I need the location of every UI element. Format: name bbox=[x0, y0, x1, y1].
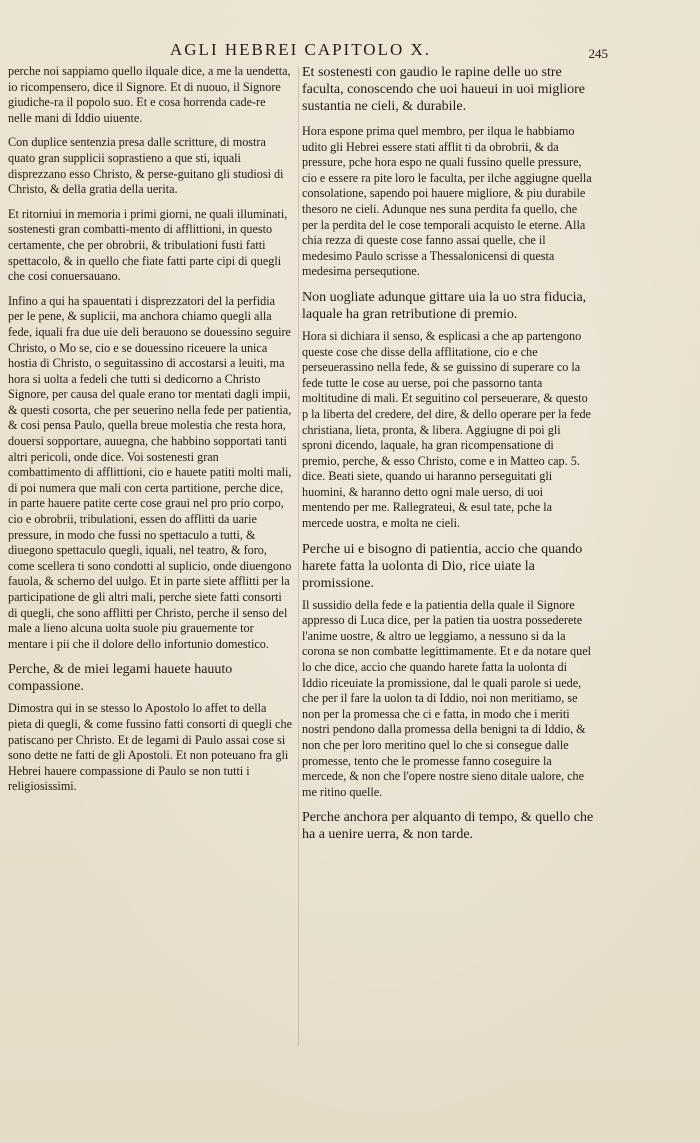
scripture-verse: Perche, & de miei legami hauete hauuto compassione. bbox=[8, 662, 233, 695]
scripture-verse: Perche anchora per alquanto di tempo, & quello che ha a uenire uerra, & non tarde. bbox=[302, 810, 594, 843]
chapter-title: AGLI HEBREI CAPITOLO X. bbox=[170, 40, 432, 59]
paragraph: Dimostra qui in se stesso lo Apostolo lo affet to della pieta di quegli, & come fussino fatti consorti di quegli che patiscano per Christo. Et de legami di Paulo assai cose si sono dette ne fatti de gli Apostoli. Et non poteuano fra gli Hebrei hauere compassione di Paulo se non tutti i religiosissimi. bbox=[8, 701, 292, 794]
paragraph: Infino a qui ha spauentati i disprezzatori del la perfidia per le pene, & suplicii, ma anchora chiamo quegli alla fede, iquali fra due uie deli berauono se douessino seguire Christo, o Mo se, cio e se douessino riceuere la unica hostia di Christo, o seguitassino di accostarsi a leuiti, ma hora si uolta a fedeli che tutti si dedicorno a Christo Signore, per causa del quale erano tor mentati dagli impii, & questi cosorta, che per seuerino nella fede per patientia, & cosi pensa Paulo, quella breue molestia che resta hora, douersi sopportare, auuegna, che habbino sopportati tanti altri pericoli, onde dice. Voi sostenesti gran combattimento di afflittioni, cio e hauete patiti molti mali, di poi numera que mali con certa partitione, perche dice, in parte hauere patite certe cose graui nel pro prio corpo, cio e obrobrii, tribulationi, essen do afflitti da uarie pressure, in modo che fussi no spettaculo a tutti, & diuegono spettaculo quegli, iquali, nel teatro, & foro, come scellera ti sono condotti al suplicio, onde diuengono fauola, & scherno del uulgo. Et in parte siete afflitti per la participatione de gli altri mali, perche siete fatti consorti di quegli, che sono afflitti per Christo, perche il senso del male a lieno alcuna uolta suole piu grauemente tor mentare i pii che il dolore dello infortunio domestico. bbox=[8, 293, 292, 651]
paragraph: Il sussidio della fede e la patientia della quale il Signore appresso di Luca dice, per la patien tia uostra possederete l'anime uostre, & altro ue leggiamo, a nessuno si da la corona se non combatte legittimamente. Et e da notare quel lo che dice, accio che quando harete fatta la uolonta di Iddio riceuiate la promissione, dal le quali parole si uede, che per il fare la uolon ta di Iddio, noi non meritiamo, se non per la promessa che ci e fatta, in modo che i meriti nostri pendono dalla promessa della benigni ta di Iddio, & non che per loro meritino quel lo che si consegue dalle promesse, tento che le promesse fanno coseguire la mercede, & non che l'opere nostre sieno ditale ualore, che me ritino quelle. bbox=[302, 597, 592, 799]
scripture-verse: Perche ui e bisogno di patientia, accio che quando harete fatta la uolonta di Dio, rice uiate la promissione. bbox=[302, 541, 583, 591]
paragraph: Hora espone prima quel membro, per ilqua le habbiamo udito gli Hebrei essere stati afflit ti da obrobrii, & da pressure, pche hora espo ne quali fussino quelle pressure, cio e essere ra pite loro le faculta, per ilche aggiugne quella consolatione, sapendo poi hauere migliore, & piu durabile thesoro ne cieli. Adunque nes suna perdita fa quello, che per la perdita del le cose temporali acquisto le eterne. Alla chia rezza di queste cose fanno assai quelle, che il medesimo Paulo scrisse a Thessalonicensi di questa medesima persequtione. bbox=[302, 124, 592, 279]
right-column bbox=[302, 64, 594, 849]
running-header bbox=[90, 38, 660, 62]
scripture-verse: Et sostenesti con gaudio le rapine delle uo stre faculta, conoscendo che uoi haueui in uoi migliore sustantia ne cieli, & durabile. bbox=[302, 65, 586, 114]
page-number: 245 bbox=[588, 46, 608, 61]
scripture-verse: Non uogliate adunque gittare uia la uo stra fiducia, laquale ha gran retributione di premio. bbox=[302, 289, 587, 322]
paragraph: Et ritorniui in memoria i primi giorni, ne quali illuminati, sostenesti gran combatti-mento di afflittioni, in questo certamente, che per obrobrii, & tribulationi fusti fatti spettacolo, & in quello che fiate fatti parte cipi di quegli che cosi conuersauano. bbox=[8, 206, 288, 284]
left-column bbox=[8, 64, 292, 804]
column-divider bbox=[298, 66, 299, 1046]
paragraph: perche noi sappiamo quello ilquale dice, a me la uendetta, io ricompensero, dice il Signore. Et di nuouo, il Signore giudiche-ra il popolo suo. Et e cosa horrenda cade-re nelle mani di Iddio uiuente. bbox=[8, 64, 291, 125]
paragraph: Hora si dichiara il senso, & esplicasi a che ap partengono queste cose che disse della afflitatione, cio e che perseuerassino nella fede, & se guissino di superare co la fede tutte le cose au uerse, poi che passorno tanta moltitudine di mali. Et seguitino col perseuerare, & questo p la liberta del credere, del dire, & dello operare per la fede christiana, lieta, pronta, & libera. Aggiugne di poi gli sproni dicendo, laquale, ha gran ricompensatione di premio, perche, & esso Christo, come e in Matteo cap. 5. dice. Beati siete, quando ui haranno perseguitati gli huomini, & haranno detto ogni male uerso, di uoi mentendo per me. Rallegrateui, & esul tate, pche la mercede uostra, e molta ne cieli. bbox=[302, 328, 591, 531]
paragraph: Con duplice sentenzia presa dalle scritture, di mostra quato gran supplicii soprastieno a que sti, iquali disprezzano esso Christo, & perse-guitano gli studiosi di Christo, & della gratia della uerita. bbox=[8, 135, 284, 197]
